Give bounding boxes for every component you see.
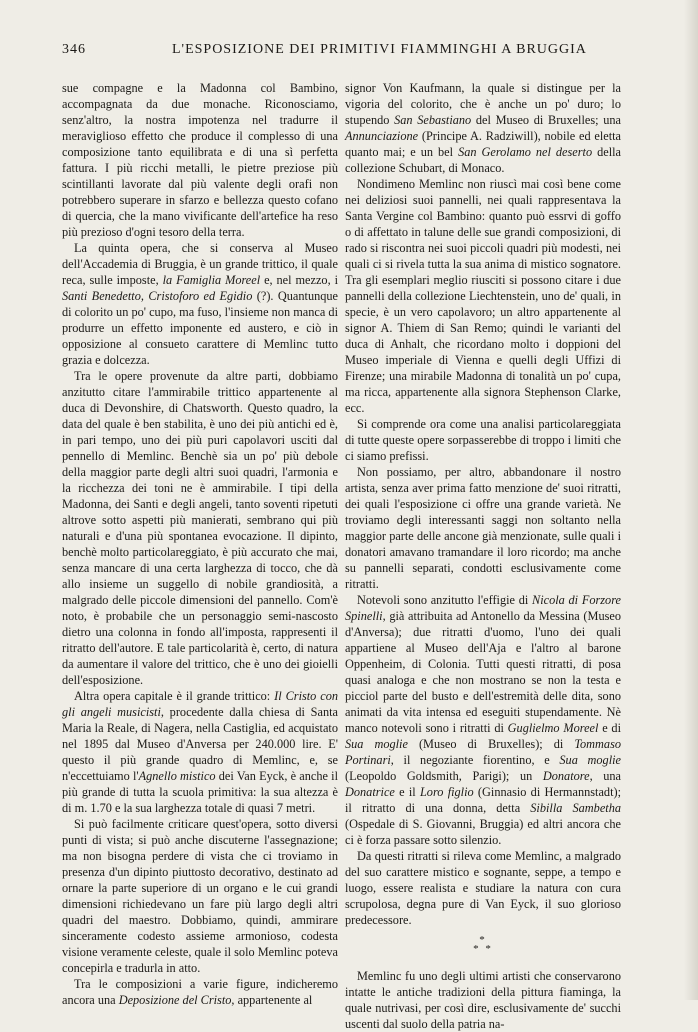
text-run: della collezione Schubart, di Monaco. [345,145,622,175]
artwork-title: Agnello mistico [138,769,216,783]
paragraph: Memlinc fu uno degli ultimi artisti che conservarono intatte le antiche tradizioni della pittura fiaminga, la quale nutrivasi, per così dire, esclusivamente de' succhi uscenti dal suolo della patria na- [345,969,621,1031]
text-run: (Principe A. Radziwill), nobile ed eletta quanto mai; e un bel [345,129,622,159]
right-column [345,80,621,1032]
text-run: Tra le composizioni a varie figure, indicheremo ancora una [62,977,338,1007]
text-run: Altra opera capitale è il grande trittico: [74,689,271,703]
artwork-title: Donatrice [345,785,395,799]
paragraph [62,240,338,368]
text-run: La quinta opera, che si conserva al Museo dell'Accademia di Bruggia, è un grande trittico, il quale reca, sulle imposte, [62,241,338,287]
text-run: , procedente dalla chiesa di Santa Maria la Reale, di Nagera, nella Castiglia, ed acquistato nel 1895 dal Museo d'Anversa per 240.000 lire. E' questo il più grande quadro di Memlinc, e, se n'eccettuiamo l' [62,705,339,783]
paragraph: Nondimeno Memlinc non riuscì mai così bene come nei deliziosi suoi pannelli, nei quali rappresentava la Santa Vergine col Bambino: quanto può essrvi di goffo o di affettato in talune delle sue grandi composizioni, di rado si riscontra nei suoi piccoli quadri più modesti, nei quali ci si rivela tutta la sua anima di mistico sognatore. Tra gli esemplari meglio riusciti si possono citare i due pannelli della collezione Liechtenstein, uno de' quali, in specie, è un vero capolavoro; un altro appartenente al signor A. Thiem di San Remo; quindi le varianti del duca di Anhalt, che ricordano molto i doppioni del Museo imperiale di Vienna e quelli degli Uffizi di Firenze; una mirabile Madonna di tonalità un po' cupa, ma ricca, appartenente alla signora Stephenson Clarke, ecc. [345,177,621,415]
text-run: e di [602,721,621,735]
page-header [62,42,622,66]
text-run: (Leopoldo Goldsmith, Parigi); un [345,769,533,783]
text-run: e il [399,785,416,799]
page-edge-shadow [684,0,698,1000]
artwork-title: San Sebastiano [394,113,472,127]
paragraph: Non possiamo, per altro, abbandonare il nostro artista, senza aver prima fatto menzione de' suoi ritratti, dei quali l'esposizione ci offre una grande varietà. Ne troviamo degli interessanti saggi non soltanto nella maggior parte delle ancone già menzionate, sulle quali i donatori amavano tramandare il loro ricordo; ma anche su pannelli separati, condotti esclusivamente come ritratti. [345,465,621,591]
paragraph: sue compagne e la Madonna col Bambino, accompagnata da due monache. Riconosciamo, senz'altro, la nostra impotenza nel tradurre il meraviglioso effetto che produce il complesso di una composizione tanto equilibrata e di una sì perfetta fattura. I più ricchi metalli, le pietre preziose più scintillanti lavorate dal più valente degli orafi non potrebbero superare in sfarzo e bellezza questo cofano di quercia, che la mano vivificante dell'artefice ha reso più prezioso d'ogni tesoro della terra. [62,81,338,239]
artwork-title: Tommaso Portinari [345,737,622,767]
left-column [62,80,338,1008]
artwork-title: Donatore [542,769,590,783]
text-run: , già attribuita ad Antonello da Messina (Museo d'Anversa); due ritratti d'uomo, l'uno dei quali appartiene al Museo dell'Aja e l'altro al barone Oppenheim, di Colonia. Tutti questi ritratti, di posa quasi analoga e che non mostrano se non la testa e picciol parte del busto e dell'estremità delle dita, sono animati da vita intensa ed eseguiti stupendamente. Nè manco notevoli sono i ritratti di [345,609,621,735]
text-run: dei Van Eyck, è anche il più grande di tutta la scuola primitiva: la sua altezza è di m. 1.70 e la sua larghezza totale di quasi 7 metri. [62,769,338,815]
artwork-title: Nicola di Forzore Spinelli [345,593,621,623]
text-run: signor Von Kaufmann, la quale si distingue per la vigoria del colorito, che è anche un po' duro; lo stupendo [345,81,621,127]
paragraph: Tra le opere provenute da altre parti, dobbiamo anzitutto citare l'ammirabile trittico appartenente al duca di Devonshire, di Chatsworth. Questo quadro, la data del quale è ben stabilita, è uno dei più antichi ed è, in pari tempo, uno dei più puri capolavori usciti dal pennello di Memlinc. Benchè sia un po' più debole della maggior parte degli altri suoi quadri, l'armonia e la ricchezza dei toni ne è ammirabile. I tipi della Madonna, dei Santi e degli angeli, tanto soventi ripetuti altrove sotto aspetti più manierati, sembrano qui più naturali e d'una più spontanea evocazione. Il dipinto, benchè molto particolareggiato, è più accurato che mai, senza mancare di una certa larghezza di tocco, che dà allo insieme un suggello di nobile grandiosità, a malgrado delle piccole dimensioni del pannello. Com'è noto, è probabile che un personaggio semi-nascosto dietro una colonna in fondo all'imposta, rappresenti il ritratto dell'autore. E tale particolarità è, certo, di natura da aumentare il valore del trittico, che è uno dei gioielli dell'esposizione. [62,369,338,687]
text-run: (?). Quantunque di colorito un po' cupo, ma fuso, l'insieme non manca di produrre un effetto imponente ed austero, e ciò in opposizione al consueto carattere di Memlinc tutto grazia e dolcezza. [62,289,338,367]
text-run: del Museo di Bruxelles; una [475,113,621,127]
paragraph: Da questi ritratti si rileva come Memlinc, a malgrado del suo carattere mistico e sognante, seppe, a tempo e luogo, essere realista e studiare la natura con cura scrupolosa, degna pure di Van Eyck, il suo glorioso predecessore. [345,849,621,927]
text-run: , appartenente al [231,993,313,1007]
section-break-asterism [345,936,621,954]
artwork-title: Sua moglie [559,753,621,767]
paragraph [62,688,338,816]
artwork-title: Sibilla Sambetha [530,801,621,815]
paragraph: Si può facilmente criticare quest'opera, sotto diversi punti di vista; si può anche discuterne l'assegnazione; ma non bisogna perdere di vista che ci troviamo in presenza d'un dipinto piuttosto decorativo, destinato ad ornare la parte superiore di un organo e le cui grandi dimensioni richiedevano un fare più largo degli altri quadri del maestro. Dobbiamo, quindi, ammirare sinceramente codesto assieme armonioso, codesta visione veramente celeste, quale il solo Memlinc poteva concepirla e tradurla in atto. [62,817,338,975]
paragraph [345,592,621,848]
text-run: , una [589,769,622,783]
text-run: , il negoziante fiorentino, e [390,753,550,767]
running-title: L'ESPOSIZIONE DEI PRIMITIVI FIAMMINGHI A BRUGGIA [172,42,587,57]
page-number: 346 [62,42,86,57]
text-run: (Ospedale di S. Giovanni, Bruggia) ed altri ancora che ci è forza passare sotto silenzio. [345,817,621,847]
artwork-title: Guglielmo Moreel [507,721,599,735]
paragraph: Si comprende ora come una analisi particolareggiata di tutte queste opere sorpasserebbe di troppo i limiti che ci siamo prefissi. [345,417,621,463]
artwork-title: Deposizione del Cristo [118,993,232,1007]
text-run: e, nel mezzo, i [264,273,338,287]
artwork-title: Sua moglie [345,737,408,751]
artwork-title: Annunciazione [345,129,419,143]
paragraph [62,976,338,1008]
artwork-title: Il Cristo con gli angeli musicisti [62,689,339,719]
artwork-title: Loro figlio [419,785,474,799]
text-run: (Museo di Bruxelles); di [418,737,564,751]
artwork-title: San Gerolamo nel deserto [458,145,593,159]
asterism-bottom: * * [473,943,493,955]
artwork-title: Santi Benedetto, Cristoforo ed Egidio [62,289,253,303]
paragraph [345,80,621,176]
asterism-top: * [479,934,487,946]
artwork-title: la Famiglia Moreel [162,273,261,287]
text-run: Notevoli sono anzitutto l'effigie di [357,593,529,607]
text-run: (Ginnasio di Hermannstadt); il ritratto di una donna, detta [345,785,621,815]
